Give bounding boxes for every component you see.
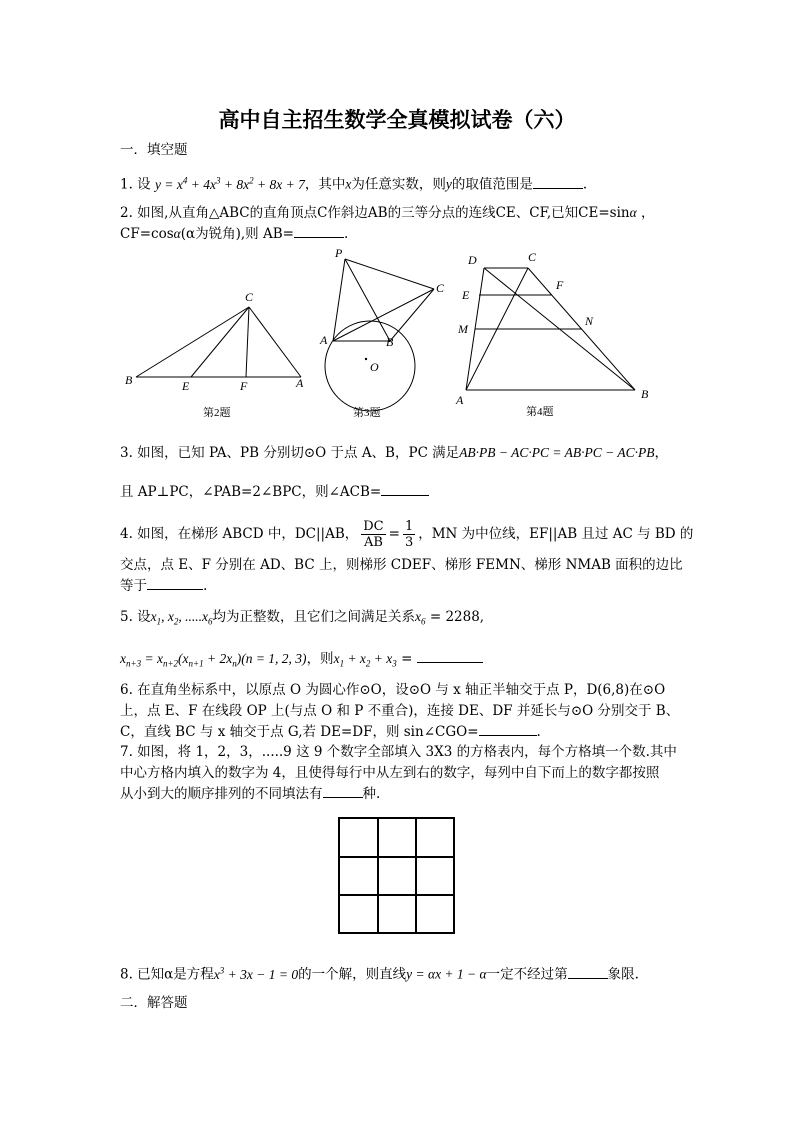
fig2-label-B: B xyxy=(125,373,133,387)
fig3-label-B: B xyxy=(386,335,394,349)
fig3-center-dot xyxy=(365,358,367,360)
fig4-label-M: M xyxy=(458,322,468,336)
question-7-line-1: 7. 如图，将 1，2，3，.....9 这 9 个数字全部填入 3X3 的方格表内，每个方格填一个数.其中 xyxy=(120,744,677,760)
q6-answer-blank[interactable] xyxy=(479,723,537,736)
q6-line3: C，直线 BC 与 x 轴交于点 G,若 DE=DF，则 sin∠CGO= xyxy=(120,724,479,740)
q2-line2a: CF= xyxy=(120,226,152,242)
grid-cell-center[interactable] xyxy=(378,857,417,896)
fig2-caption: 第2题 xyxy=(203,407,231,419)
q5-x6: $x_6$ xyxy=(415,609,426,627)
q3-line1b: ， xyxy=(654,445,669,461)
fig2-label-F: F xyxy=(240,379,248,393)
q5-line2b: ，则 xyxy=(306,651,334,667)
grid-cell[interactable] xyxy=(416,857,455,896)
q2-line2b: (α为锐角),则 AB= xyxy=(180,226,294,242)
q7-line3a: 从小到大的顺序排列的不同填法有 xyxy=(120,786,323,802)
q1-mid2: 为任意实数，则 xyxy=(351,176,446,193)
q6-end: . xyxy=(536,724,541,740)
question-5-line-2 xyxy=(120,650,483,673)
q8-answer-blank[interactable] xyxy=(568,966,608,979)
q4-end: . xyxy=(203,578,208,594)
q4-frac-r-den: 3 xyxy=(404,535,414,550)
q2-end: . xyxy=(343,226,349,242)
q4-fraction-one-third xyxy=(403,519,415,550)
fig3-segment-PC xyxy=(345,259,434,289)
q8-end: 象限. xyxy=(607,966,639,983)
q8-mid: 的一个解，则直线 xyxy=(298,966,407,983)
q4-fraction-dc-ab xyxy=(361,519,385,550)
question-4-line-1: 4. 如图，在梯形 ABCD 中，DC||AB， $\frac{DC}{AB}$ = $\frac{1}{3}$ ，MN 为中位线，EF||AB 且过 AC 与 BD 的 xyxy=(120,519,694,550)
fig3-caption: 第3题 xyxy=(353,407,381,419)
fig4-label-D: D xyxy=(468,253,477,267)
grid-cell[interactable] xyxy=(416,895,455,934)
fig3-segment-BC xyxy=(390,289,434,341)
question-6-line-2: 上，点 E、F 在线段 OP 上(与点 O 和 P 不重合)，连接 DE、DF 并延长与⊙O 分别交于 B、 xyxy=(120,703,680,719)
question-4-line-2: 交点，点 E、F 分别在 AD、BC 上，则梯形 CDEF、梯形 FEMN、梯形 NMAB 面积的边比 xyxy=(120,557,683,573)
q3-line2: 且 AP⊥PC，∠PAB=2∠BPC，则∠ACB= xyxy=(120,484,382,500)
fig2-segment-CF xyxy=(246,307,249,377)
fig4-caption: 第4题 xyxy=(526,406,554,418)
fig4-label-E: E xyxy=(462,288,470,302)
three-by-three-grid xyxy=(338,817,455,934)
fig2-label-C: C xyxy=(245,290,254,304)
fig4-label-F: F xyxy=(556,278,564,292)
fig4-label-A: A xyxy=(456,393,464,407)
q7-line3b: 种. xyxy=(362,786,381,802)
question-8 xyxy=(120,961,639,984)
question-7-line-2: 中心方格内填入的数字为 4，且使得每行中从左到右的数字，每列中自下而上的数字都按照 xyxy=(120,765,660,781)
section-answer-heading: 二．解答题 xyxy=(120,995,188,1011)
fig4-label-N: N xyxy=(585,314,594,328)
fig2-label-E: E xyxy=(182,379,190,393)
grid-cell[interactable] xyxy=(340,895,379,934)
grid-cell[interactable] xyxy=(378,895,417,934)
grid-cell[interactable] xyxy=(416,819,455,858)
q1-prefix: 1. 设 xyxy=(120,176,151,193)
q5-vars: $x_1$, $x_2$, $.....x_6$ xyxy=(150,609,213,627)
q1-x: x xyxy=(345,176,352,192)
section-fill-in-heading: 一．填空题 xyxy=(120,142,188,158)
q3-formula: AB·PB − AC·PC = AB·PC − AC·PB xyxy=(459,445,655,460)
question-2-line-2 xyxy=(120,225,348,243)
q2-alpha: α xyxy=(629,205,637,220)
question-6-line-3 xyxy=(120,723,541,741)
fig3-label-C: C xyxy=(436,281,445,295)
q5-value: = 2288, xyxy=(429,609,485,625)
q1-suffix: 的取值范围是 xyxy=(451,176,533,193)
q5-sum: $x_1 + x_2 + x_3$ xyxy=(333,651,397,669)
q8-equation: $x^3 + 3x - 1 = 0$ xyxy=(213,965,299,982)
q2-answer-blank[interactable] xyxy=(294,225,344,238)
fig3-tangent-PA xyxy=(333,259,345,341)
grid-cell[interactable] xyxy=(378,819,417,858)
q8-suffix: 一定不经过第 xyxy=(486,966,568,983)
figure-4 xyxy=(452,246,662,420)
question-7-line-3 xyxy=(120,785,380,803)
q1-answer-blank[interactable] xyxy=(533,176,583,189)
figure-2 xyxy=(118,285,318,420)
q4-frac-den: AB xyxy=(363,535,383,550)
fig3-tangent-PB xyxy=(345,259,390,341)
question-1 xyxy=(120,171,587,194)
fig2-segment-CA xyxy=(249,307,301,377)
fig3-label-P: P xyxy=(335,246,343,260)
q5-line1b: 均为正整数，且它们之间满足关系 xyxy=(212,609,416,625)
question-6-line-1: 6. 在直角坐标系中，以原点 O 为圆心作⊙O，设⊙O 与 x 轴正半轴交于点 P，D(6,8)在⊙O xyxy=(120,682,666,698)
fig4-label-B: B xyxy=(641,387,649,401)
fig4-label-C: C xyxy=(528,250,537,264)
q5-eq: = xyxy=(401,651,413,667)
q4-answer-blank[interactable] xyxy=(147,577,203,590)
page-title: 高中自主招生数学全真模拟试卷（六） xyxy=(218,107,576,132)
q3-answer-blank[interactable] xyxy=(381,483,429,496)
fig3-label-A: A xyxy=(320,333,328,347)
q1-end: . xyxy=(582,176,588,193)
grid-cell[interactable] xyxy=(340,857,379,896)
q2-line1: 2. 如图,从直角△ABC的直角顶点C作斜边AB的三等分点的连线CE、CF,已知CE= xyxy=(120,205,610,221)
q4-line3: 等于 xyxy=(120,578,147,594)
question-5-line-1 xyxy=(120,608,484,631)
q1-formula: $y = x^4 + 4x^3 + 8x^2 + 8x + 7$ xyxy=(154,175,305,192)
q5-answer-blank[interactable] xyxy=(417,650,483,663)
fig2-segment-BC xyxy=(136,307,249,377)
question-4-line-3 xyxy=(120,577,207,595)
q5-recurrence: $x_{n+3} = x_{n+2}(x_{n+1} + 2x_n)(n = 1$, 2, 3) xyxy=(120,651,307,669)
q4-line1a: 4. 如图，在梯形 ABCD 中，DC||AB， xyxy=(120,526,359,542)
fig3-segment-AC xyxy=(333,289,434,341)
q4-line1b: ，MN 为中位线，EF||AB 且过 AC 与 BD 的 xyxy=(418,526,694,542)
q4-frac-r-num: 1 xyxy=(404,519,414,534)
fig2-label-A: A xyxy=(296,376,304,390)
fig2-segment-CE xyxy=(191,307,249,377)
figure-3 xyxy=(318,244,458,420)
q4-frac-num: DC xyxy=(363,519,384,534)
q5-line1a: 5. 设 xyxy=(120,609,151,625)
question-3-line-1 xyxy=(120,444,668,462)
q2-sin: sin xyxy=(609,205,630,221)
fig3-label-O: O xyxy=(370,360,379,374)
q1-y: y xyxy=(445,176,452,192)
question-3-line-2 xyxy=(120,483,429,501)
q8-line-equation: y = αx + 1 − α xyxy=(406,966,487,982)
q7-answer-blank[interactable] xyxy=(323,785,363,798)
q3-line1a: 3. 如图，已知 PA、PB 分别切⊙O 于点 A、B，PC 满足 xyxy=(120,445,460,461)
grid-cell[interactable] xyxy=(340,819,379,858)
q8-prefix: 8. 已知α是方程 xyxy=(120,966,214,983)
question-2-line-1: 2. 如图,从直角△ABC的直角顶点C作斜边AB的三等分点的连线CE、CF,已知CE=sinα ， xyxy=(120,205,655,221)
q2-cos: cos xyxy=(151,226,174,242)
q1-mid: ，其中 xyxy=(304,176,346,193)
q2-alpha-2: α xyxy=(173,226,181,241)
